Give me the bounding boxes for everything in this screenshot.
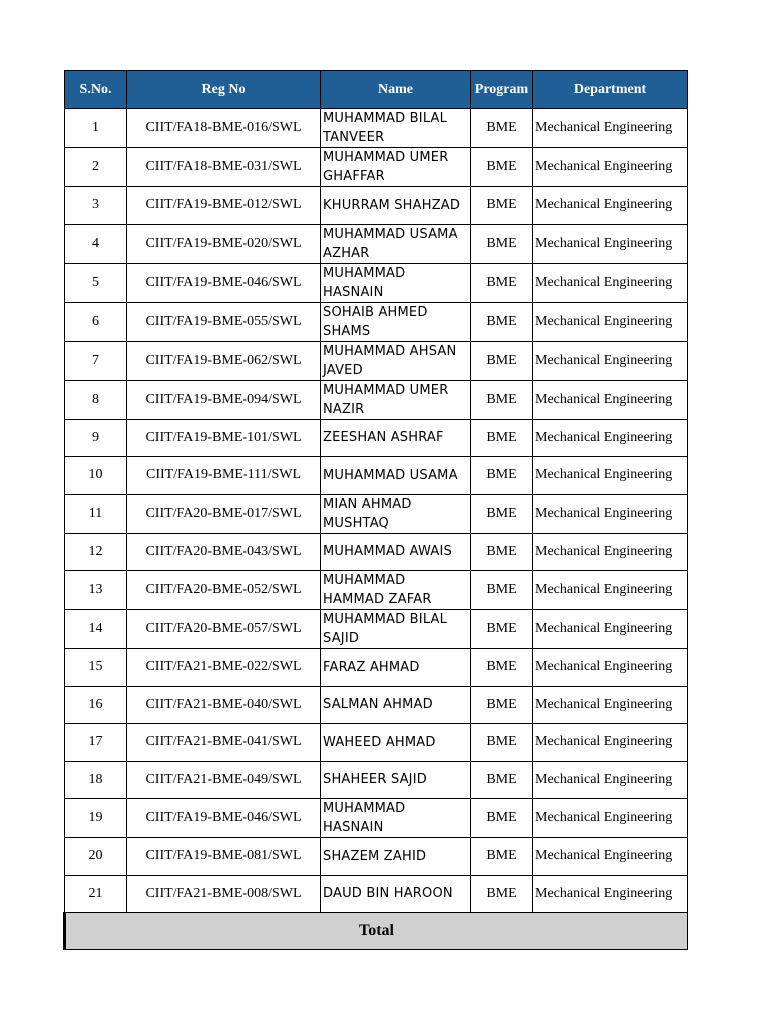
cell-sno: 8: [65, 380, 127, 419]
cell-program: BME: [471, 799, 533, 838]
cell-program: BME: [471, 533, 533, 571]
cell-program: BME: [471, 649, 533, 687]
cell-reg-no: CIIT/FA21-BME-022/SWL: [127, 649, 321, 687]
table-row: [65, 724, 688, 762]
cell-sno: 11: [65, 494, 127, 533]
cell-reg-no: CIIT/FA19-BME-094/SWL: [127, 380, 321, 419]
cell-sno: 18: [65, 761, 127, 799]
cell-name: MUHAMMAD HAMMAD ZAFAR: [321, 571, 471, 610]
cell-sno: 20: [65, 838, 127, 876]
cell-program: BME: [471, 341, 533, 380]
cell-department: Mechanical Engineering: [533, 686, 688, 724]
cell-program: BME: [471, 724, 533, 762]
table-body: [65, 109, 688, 913]
cell-department: Mechanical Engineering: [533, 724, 688, 762]
cell-reg-no: CIIT/FA19-BME-111/SWL: [127, 457, 321, 495]
cell-program: BME: [471, 838, 533, 876]
cell-sno: 14: [65, 610, 127, 649]
cell-program: BME: [471, 419, 533, 457]
cell-name: SOHAIB AHMED SHAMS: [321, 302, 471, 341]
cell-name: ZEESHAN ASHRAF: [321, 419, 471, 457]
cell-department: Mechanical Engineering: [533, 263, 688, 302]
cell-reg-no: CIIT/FA20-BME-057/SWL: [127, 610, 321, 649]
cell-department: Mechanical Engineering: [533, 302, 688, 341]
cell-sno: 1: [65, 109, 127, 148]
table-row: [65, 457, 688, 495]
table-row: [65, 875, 688, 913]
cell-reg-no: CIIT/FA19-BME-046/SWL: [127, 263, 321, 302]
table-row: [65, 571, 688, 610]
cell-reg-no: CIIT/FA21-BME-008/SWL: [127, 875, 321, 913]
table-row: [65, 148, 688, 187]
cell-name: KHURRAM SHAHZAD: [321, 187, 471, 225]
table-row: [65, 341, 688, 380]
cell-reg-no: CIIT/FA19-BME-012/SWL: [127, 187, 321, 225]
table-row: [65, 302, 688, 341]
cell-program: BME: [471, 148, 533, 187]
table-row: [65, 761, 688, 799]
cell-reg-no: CIIT/FA18-BME-031/SWL: [127, 148, 321, 187]
cell-department: Mechanical Engineering: [533, 610, 688, 649]
table-row: [65, 494, 688, 533]
cell-program: BME: [471, 571, 533, 610]
cell-program: BME: [471, 686, 533, 724]
table-row: [65, 649, 688, 687]
cell-program: BME: [471, 187, 533, 225]
cell-name: MUHAMMAD HASNAIN: [321, 263, 471, 302]
cell-sno: 9: [65, 419, 127, 457]
table-row: [65, 686, 688, 724]
cell-department: Mechanical Engineering: [533, 109, 688, 148]
cell-reg-no: CIIT/FA21-BME-049/SWL: [127, 761, 321, 799]
cell-department: Mechanical Engineering: [533, 494, 688, 533]
header-program: Program: [471, 71, 533, 109]
cell-department: Mechanical Engineering: [533, 571, 688, 610]
cell-sno: 7: [65, 341, 127, 380]
cell-program: BME: [471, 224, 533, 263]
cell-department: Mechanical Engineering: [533, 875, 688, 913]
cell-sno: 2: [65, 148, 127, 187]
cell-department: Mechanical Engineering: [533, 457, 688, 495]
cell-department: Mechanical Engineering: [533, 187, 688, 225]
cell-name: SALMAN AHMAD: [321, 686, 471, 724]
cell-reg-no: CIIT/FA19-BME-062/SWL: [127, 341, 321, 380]
cell-name: DAUD BIN HAROON: [321, 875, 471, 913]
cell-sno: 6: [65, 302, 127, 341]
cell-name: SHAHEER SAJID: [321, 761, 471, 799]
header-name: Name: [321, 71, 471, 109]
cell-reg-no: CIIT/FA19-BME-055/SWL: [127, 302, 321, 341]
cell-sno: 5: [65, 263, 127, 302]
total-row: [65, 913, 688, 950]
table-row: [65, 610, 688, 649]
cell-reg-no: CIIT/FA19-BME-046/SWL: [127, 799, 321, 838]
cell-name: MUHAMMAD AWAIS: [321, 533, 471, 571]
cell-sno: 10: [65, 457, 127, 495]
cell-program: BME: [471, 380, 533, 419]
student-roster-table: [63, 70, 688, 950]
cell-sno: 4: [65, 224, 127, 263]
total-label: Total: [65, 913, 688, 950]
cell-reg-no: CIIT/FA19-BME-020/SWL: [127, 224, 321, 263]
cell-department: Mechanical Engineering: [533, 533, 688, 571]
cell-reg-no: CIIT/FA20-BME-043/SWL: [127, 533, 321, 571]
cell-program: BME: [471, 875, 533, 913]
cell-sno: 13: [65, 571, 127, 610]
cell-sno: 21: [65, 875, 127, 913]
cell-department: Mechanical Engineering: [533, 799, 688, 838]
cell-name: MUHAMMAD USAMA: [321, 457, 471, 495]
cell-department: Mechanical Engineering: [533, 419, 688, 457]
cell-name: MIAN AHMAD MUSHTAQ: [321, 494, 471, 533]
cell-sno: 19: [65, 799, 127, 838]
cell-program: BME: [471, 302, 533, 341]
cell-name: MUHAMMAD USAMA AZHAR: [321, 224, 471, 263]
cell-name: MUHAMMAD BILAL TANVEER: [321, 109, 471, 148]
header-row: [65, 71, 688, 109]
cell-program: BME: [471, 494, 533, 533]
cell-department: Mechanical Engineering: [533, 341, 688, 380]
cell-program: BME: [471, 761, 533, 799]
table-row: [65, 263, 688, 302]
table-row: [65, 419, 688, 457]
cell-name: MUHAMMAD BILAL SAJID: [321, 610, 471, 649]
cell-name: MUHAMMAD HASNAIN: [321, 799, 471, 838]
cell-reg-no: CIIT/FA19-BME-081/SWL: [127, 838, 321, 876]
cell-sno: 12: [65, 533, 127, 571]
cell-name: FARAZ AHMAD: [321, 649, 471, 687]
cell-name: MUHAMMAD AHSAN JAVED: [321, 341, 471, 380]
header-sno: S.No.: [65, 71, 127, 109]
cell-program: BME: [471, 610, 533, 649]
table-row: [65, 380, 688, 419]
table-row: [65, 187, 688, 225]
table-row: [65, 224, 688, 263]
cell-reg-no: CIIT/FA20-BME-052/SWL: [127, 571, 321, 610]
cell-department: Mechanical Engineering: [533, 649, 688, 687]
table-row: [65, 109, 688, 148]
cell-department: Mechanical Engineering: [533, 148, 688, 187]
cell-program: BME: [471, 457, 533, 495]
cell-program: BME: [471, 263, 533, 302]
table-row: [65, 838, 688, 876]
cell-sno: 3: [65, 187, 127, 225]
cell-reg-no: CIIT/FA20-BME-017/SWL: [127, 494, 321, 533]
cell-name: SHAZEM ZAHID: [321, 838, 471, 876]
cell-department: Mechanical Engineering: [533, 761, 688, 799]
cell-sno: 17: [65, 724, 127, 762]
cell-reg-no: CIIT/FA21-BME-041/SWL: [127, 724, 321, 762]
cell-department: Mechanical Engineering: [533, 380, 688, 419]
cell-reg-no: CIIT/FA18-BME-016/SWL: [127, 109, 321, 148]
cell-sno: 16: [65, 686, 127, 724]
cell-program: BME: [471, 109, 533, 148]
cell-reg-no: CIIT/FA21-BME-040/SWL: [127, 686, 321, 724]
cell-name: MUHAMMAD UMER NAZIR: [321, 380, 471, 419]
cell-name: MUHAMMAD UMER GHAFFAR: [321, 148, 471, 187]
table-header: [65, 71, 688, 109]
cell-department: Mechanical Engineering: [533, 224, 688, 263]
cell-name: WAHEED AHMAD: [321, 724, 471, 762]
cell-department: Mechanical Engineering: [533, 838, 688, 876]
cell-sno: 15: [65, 649, 127, 687]
table-row: [65, 799, 688, 838]
table-row: [65, 533, 688, 571]
cell-reg-no: CIIT/FA19-BME-101/SWL: [127, 419, 321, 457]
header-reg-no: Reg No: [127, 71, 321, 109]
header-department: Department: [533, 71, 688, 109]
